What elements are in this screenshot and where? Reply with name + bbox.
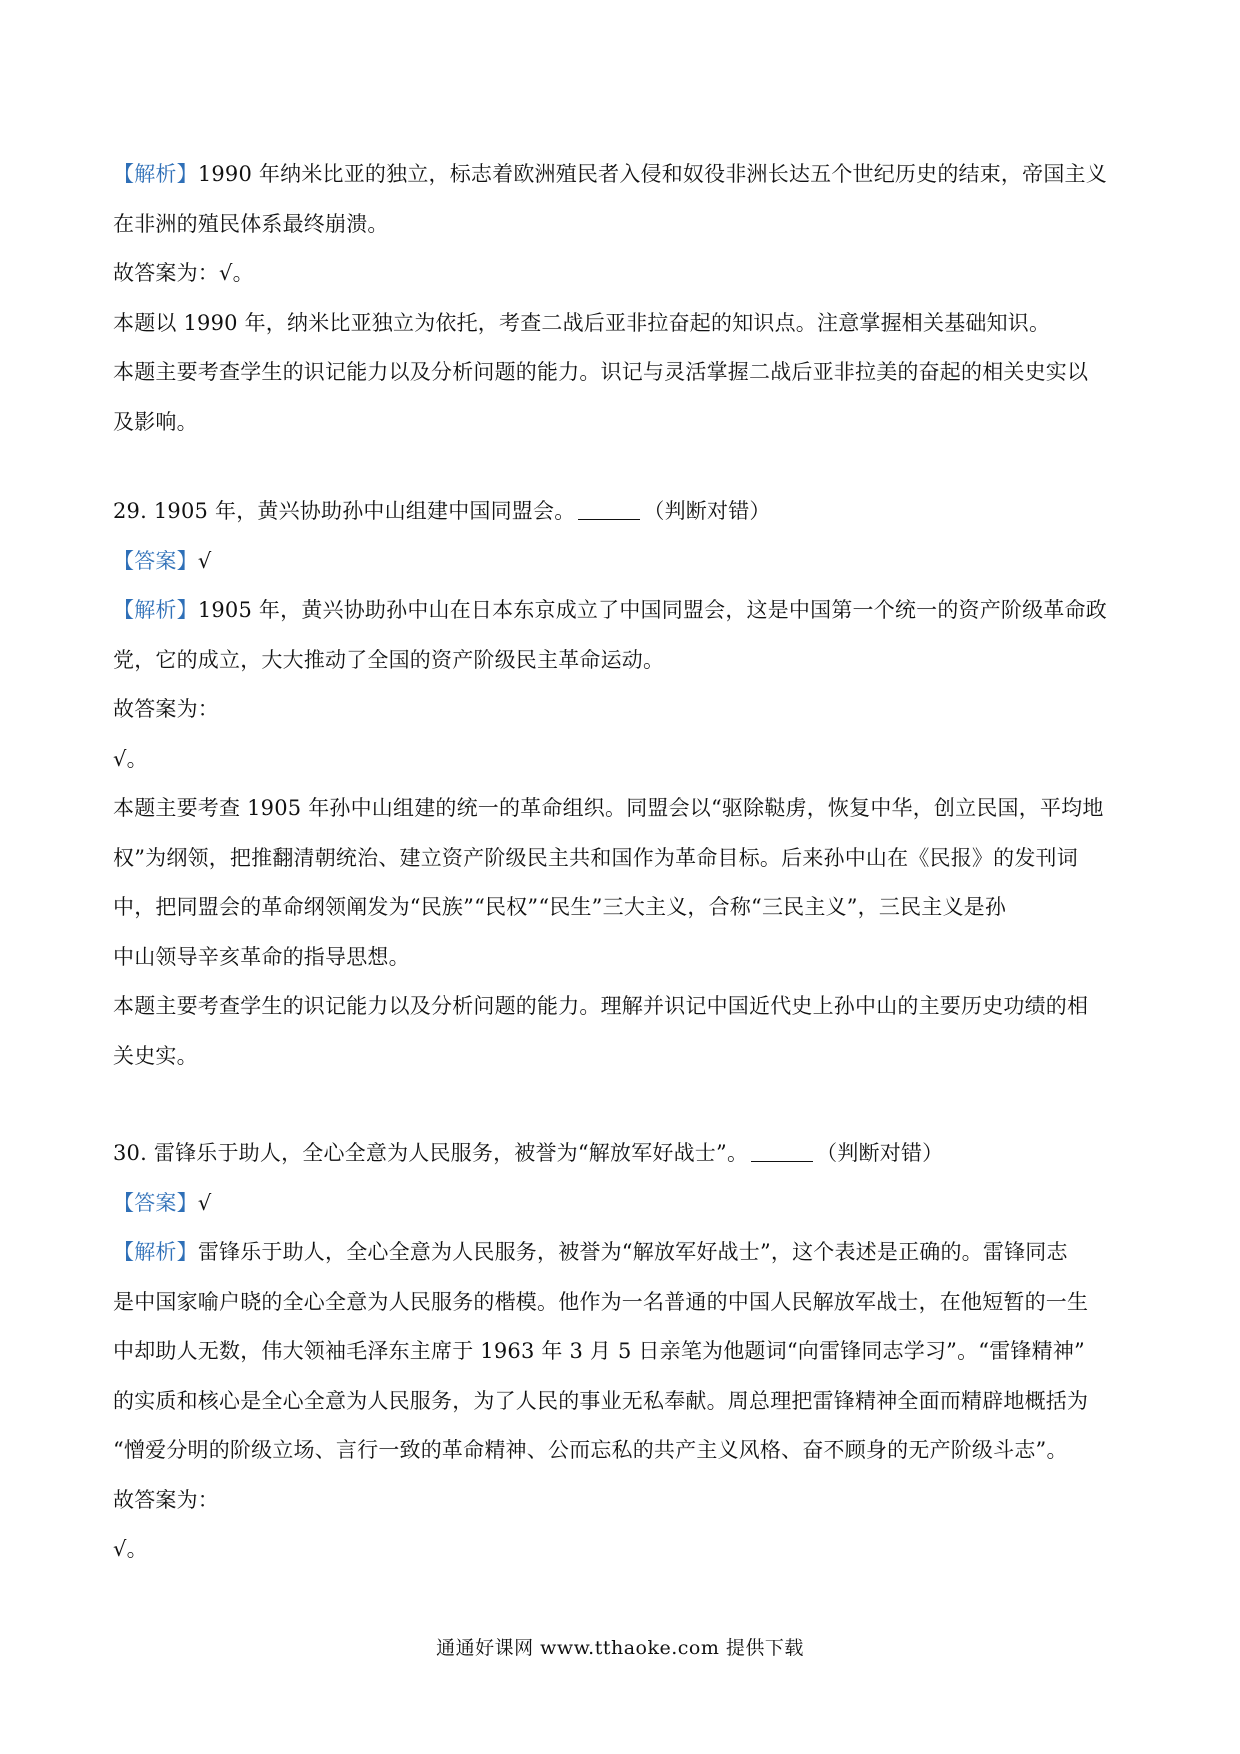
section-gap [113,447,1133,487]
page-footer: 通通好课网 www.tthaoke.com 提供下载 [436,1637,804,1659]
analysis-text: 1990 年纳米比亚的独立，标志着欧洲殖民者入侵和奴役非洲长达五个世纪历史的结束，帝国主义 [197,162,1107,186]
analysis-text: 雷锋乐于助人，全心全意为人民服务，被誉为“解放军好战士”，这个表述是正确的。雷锋同志 [197,1240,1068,1264]
q29-analysis-line [113,586,1133,636]
q28-analysis-line: 在非洲的殖民体系最终崩溃。 [113,211,389,236]
section-gap [113,1081,1133,1129]
q29-analysis-line: 党，它的成立，大大推动了全国的资产阶级民主革命运动。 [113,647,665,672]
q30-analysis-line: 中却助人无数，伟大领袖毛泽东主席于 1963 年 3 月 5 日亲笔为他题词“向雷锋同志学习”。“雷锋精神” [113,1339,1085,1363]
answer-tag: 【答案】 [113,1190,198,1215]
question-suffix: （判断对错） [643,499,771,523]
question-text: 29. 1905 年，黄兴协助孙中山组建中国同盟会。 [113,499,576,523]
q28-comment-line: 本题以 1990 年，纳米比亚独立为依托，考查二战后亚非拉奋起的知识点。注意掌握相关基础知识。 [113,310,1051,335]
q29-answer-mark: √。 [113,746,148,771]
analysis-tag: 【解析】 [113,598,198,622]
q29-answer [113,537,1133,587]
question-suffix: （判断对错） [816,1141,944,1165]
q30-analysis-line: 的实质和核心是全心全意为人民服务，为了人民的事业无私奉献。周总理把雷锋精神全面而精辟地概括为 [113,1388,1089,1413]
q30-answer-mark: √。 [113,1537,148,1561]
q30-analysis-line [113,1228,1133,1278]
q28-analysis-line [113,150,1133,200]
q29-comment-line: 权”为纲领，把推翻清朝统治、建立资产阶级民主共和国作为革命目标。后来孙中山在《民报》的发刊词 [113,845,1078,870]
q28-comment-line: 本题主要考查学生的识记能力以及分析问题的能力。识记与灵活掌握二战后亚非拉美的奋起的相关史实以 [113,360,1089,384]
answer-tag: 【答案】 [113,548,198,573]
q29-answer-label: 故答案为： [113,697,219,721]
answer-value: √ [197,1190,212,1215]
q30-answer-label: 故答案为： [113,1487,219,1512]
q29-comment-line: 关史实。 [113,1043,198,1068]
q30-answer [113,1179,1133,1229]
page-content [113,150,1133,1575]
answer-value: √ [197,548,212,573]
q29-comment-line: 中，把同盟会的革命纲领阐发为“民族”“民权”“民生”三大主义，合称“三民主义”，三民主义是孙 [113,895,1007,919]
q29-comment-line: 本题主要考查学生的识记能力以及分析问题的能力。理解并识记中国近代史上孙中山的主要历史功绩的相 [113,994,1089,1018]
answer-blank [578,499,640,520]
answer-blank [751,1141,813,1162]
q30-question [113,1129,1133,1179]
analysis-tag: 【解析】 [113,162,198,186]
q29-comment-line: 中山领导辛亥革命的指导思想。 [113,944,410,969]
q28-answer-line: 故答案为：√。 [113,261,254,285]
q29-question [113,487,1133,537]
q28-comment-line: 及影响。 [113,409,198,434]
q30-analysis-line: 是中国家喻户晓的全心全意为人民服务的楷模。他作为一名普通的中国人民解放军战士，在他短暂的一生 [113,1289,1089,1314]
analysis-tag: 【解析】 [113,1240,198,1264]
question-text: 30. 雷锋乐于助人，全心全意为人民服务，被誉为“解放军好战士”。 [113,1141,749,1165]
analysis-text: 1905 年，黄兴协助孙中山在日本东京成立了中国同盟会，这是中国第一个统一的资产阶级革命政 [197,598,1107,622]
q30-analysis-line: “憎爱分明的阶级立场、言行一致的革命精神、公而忘私的共产主义风格、奋不顾身的无产阶级斗志”。 [113,1438,1068,1462]
q29-comment-line: 本题主要考查 1905 年孙中山组建的统一的革命组织。同盟会以“驱除鞑虏，恢复中华，创立民国，平均地 [113,796,1104,820]
